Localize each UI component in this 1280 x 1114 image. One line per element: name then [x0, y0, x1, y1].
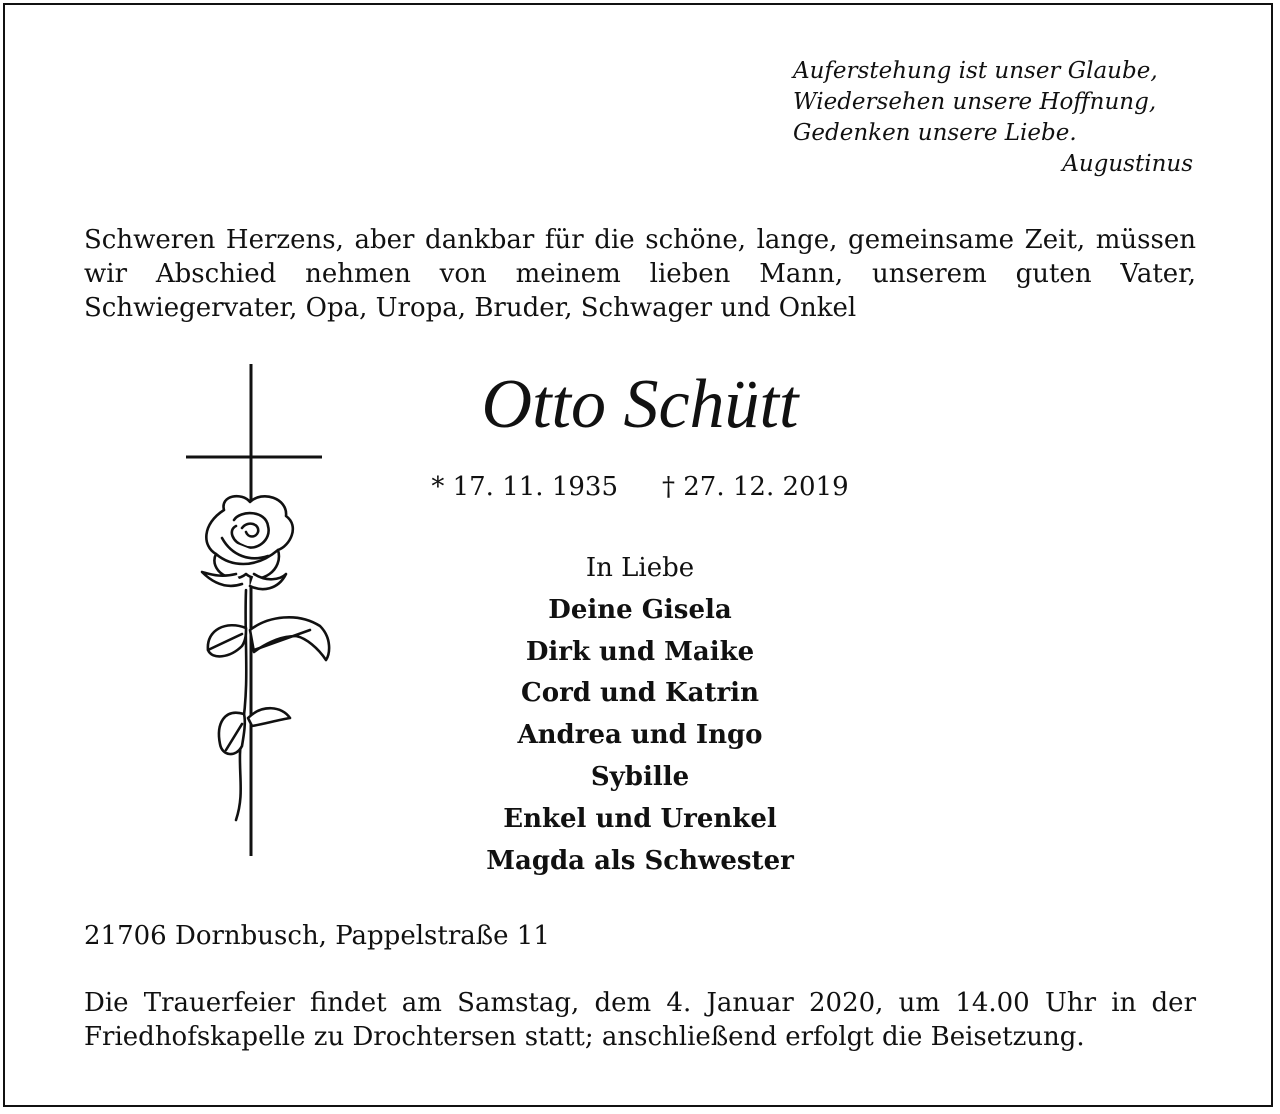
- deceased-name: Otto Schütt: [481, 366, 799, 443]
- cross-rose-emblem: [150, 360, 350, 860]
- ceremony-details: Die Trauerfeier findet am Samstag, dem 4. Januar 2020, um 14.00 Uhr in der Friedhofskapelle zu Drochtersen statt; anschließend erfolgt die Beisetzung.: [84, 988, 1196, 1052]
- life-dates: [400, 469, 880, 505]
- mourners-list: [440, 548, 840, 882]
- intro-paragraph: Schweren Herzens, aber dankbar für die schöne, lange, gemeinsame Zeit, müssen wir Abschied nehmen von meinem lieben Mann, unserem guten Vater, Schwiegervater, Opa, Uropa, Bruder, Schwager und Onkel: [84, 225, 1196, 323]
- quote-line-3: Gedenken unsere Liebe.: [793, 120, 1077, 146]
- death-date: † 27. 12. 2019: [662, 472, 849, 502]
- mourner-name: Deine Gisela: [548, 594, 732, 625]
- birth-date: * 17. 11. 1935: [431, 472, 618, 502]
- cross-icon: [186, 364, 322, 856]
- quote-line-1: Auferstehung ist unser Glaube,: [793, 58, 1158, 84]
- mourner-name: Andrea und Ingo: [517, 720, 763, 751]
- mourner-name: Enkel und Urenkel: [503, 803, 777, 834]
- mourner-name: Cord und Katrin: [521, 678, 759, 709]
- family-address: 21706 Dornbusch, Pappelstraße 11: [84, 921, 550, 951]
- mourners-lead: In Liebe: [585, 553, 695, 583]
- quote-author: Augustinus: [1062, 151, 1193, 177]
- rose-icon: [202, 496, 329, 820]
- mourner-name: Sybille: [590, 761, 690, 792]
- mourner-name: Dirk und Maike: [525, 636, 755, 667]
- epigraph-quote: [793, 56, 1193, 180]
- mourner-name: Magda als Schwester: [486, 845, 794, 876]
- quote-line-2: Wiedersehen unsere Hoffnung,: [793, 89, 1157, 115]
